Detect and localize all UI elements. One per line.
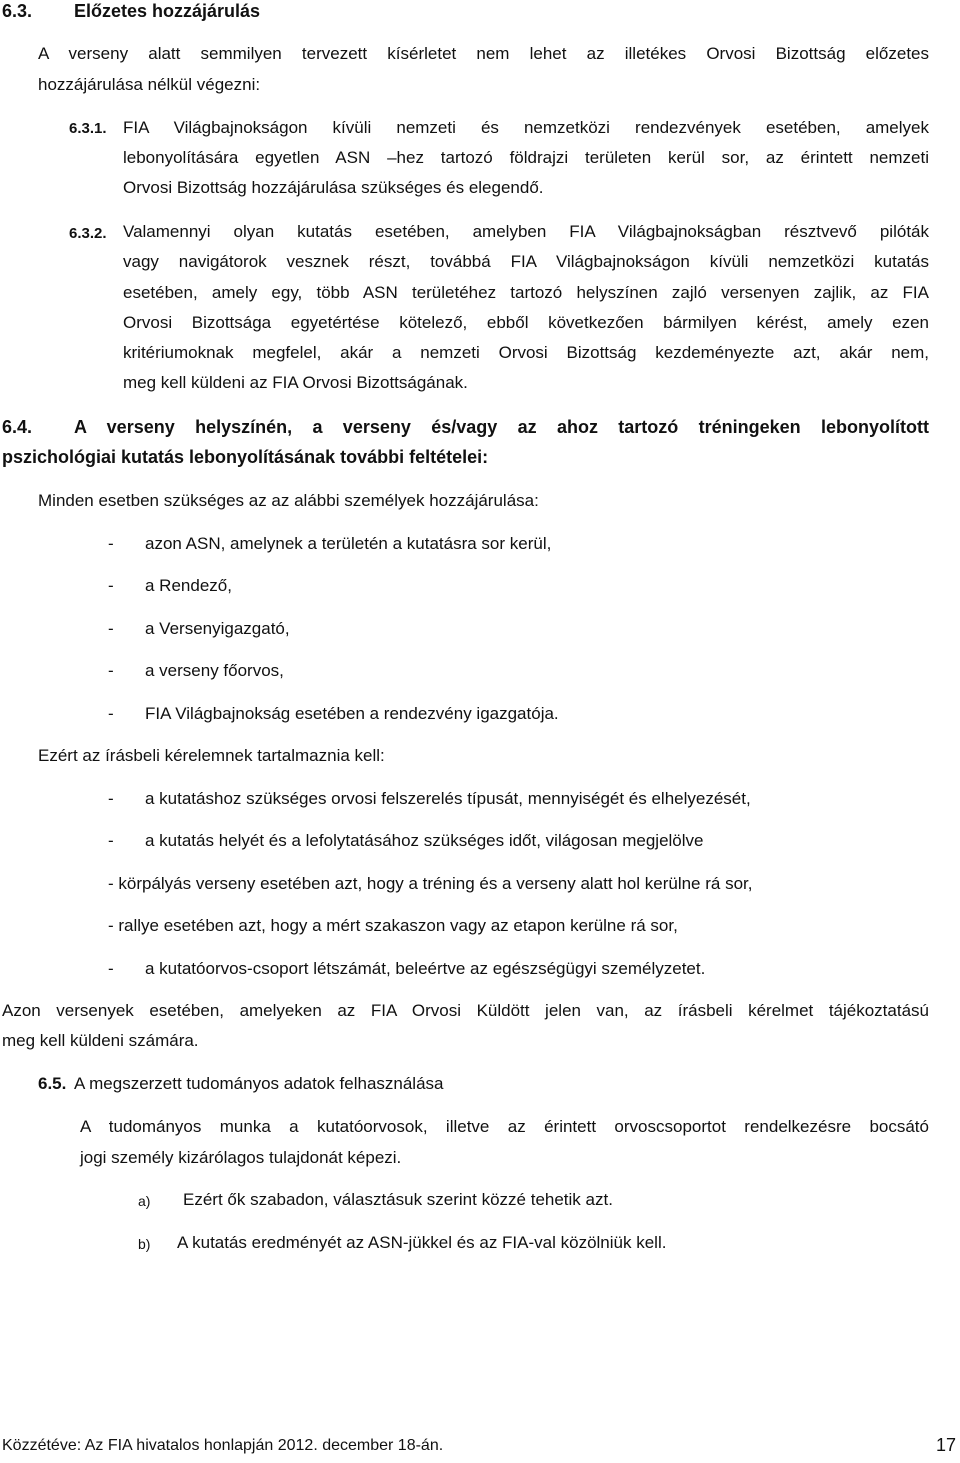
section-6-3-2-line-5: kritériumoknak megfelel, akár a nemzeti Orvosi Bizottság kezdeményezte azt, akár nem, <box>123 343 929 362</box>
section-6-3-intro-line-2: hozzájárulása nélkül végezni: <box>38 75 261 94</box>
section-6-3-2-line-1: Valamennyi olyan kutatás esetében, amelyben FIA Világbajnokságban résztvevő pilóták <box>123 222 929 241</box>
item-b-text: A kutatás eredményét az ASN-jükkel és az FIA-val közölniük kell. <box>177 1233 667 1252</box>
consent-item-dash: - <box>108 704 114 723</box>
section-6-3-2-line-6: meg kell küldeni az FIA Orvosi Bizottságának. <box>123 373 468 392</box>
request-item-dash: - <box>108 959 114 978</box>
footer-published: Közzétéve: Az FIA hivatalos honlapján 2012. december 18-án. <box>2 1437 444 1454</box>
section-6-3-title: Előzetes hozzájárulás <box>74 1 261 21</box>
section-6-3-2-number: 6.3.2. <box>69 225 107 242</box>
consent-item: a verseny főorvos, <box>145 661 284 680</box>
section-6-5-number: 6.5. <box>38 1074 67 1093</box>
delegate-paragraph-line-1: Azon versenyek esetében, amelyeken az FIA Orvosi Küldött jelen van, az írásbeli kérelmet tájékoztatású <box>2 1001 929 1020</box>
section-6-3-intro-line-1: A verseny alatt semmilyen tervezett kísérletet nem lehet az illetékes Orvosi Bizottság előzetes <box>38 44 929 63</box>
section-6-4-title-line-2: pszichológiai kutatás lebonyolításának további feltételei: <box>2 447 489 467</box>
section-6-3-2-line-2: vagy navigátorok vesznek részt, továbbá FIA Világbajnokságon kívüli nemzetközi kutatás <box>123 252 929 271</box>
section-6-3-number: 6.3. <box>2 1 33 21</box>
item-a-label: a) <box>138 1193 151 1209</box>
consent-item-dash: - <box>108 576 114 595</box>
request-item-equipment: a kutatáshoz szükséges orvosi felszerelés típusát, mennyiségét és elhelyezését, <box>145 789 751 808</box>
delegate-paragraph-line-2: meg kell küldeni számára. <box>2 1031 199 1050</box>
item-b-label: b) <box>138 1236 151 1252</box>
section-6-3-1-line-2: lebonyolítására egyetlen ASN –hez tartozó földrajzi területen kerül sor, az érintett nemzeti <box>123 148 929 167</box>
page-number: 17 <box>935 1435 956 1455</box>
section-6-5-title: A megszerzett tudományos adatok felhasználása <box>74 1074 444 1093</box>
request-item-rally: - rallye esetében azt, hogy a mért szakaszon vagy az etapon kerülne rá sor, <box>108 916 678 935</box>
section-6-4-number: 6.4. <box>2 417 33 437</box>
section-6-4-title-line-1: A verseny helyszínén, a verseny és/vagy az ahoz tartozó tréningeken lebonyolított <box>74 417 929 437</box>
consent-intro: Minden esetben szükséges az az alábbi személyek hozzájárulása: <box>38 491 539 510</box>
section-6-3-2-line-3: esetében, amely egy, több ASN területéhez tartozó helyszínen zajló versenyen zajlik, az FIA <box>123 283 929 302</box>
consent-item: azon ASN, amelynek a területén a kutatásra sor kerül, <box>145 534 552 553</box>
consent-item: a Versenyigazgató, <box>145 619 290 638</box>
section-6-5-paragraph-line-1: A tudományos munka a kutatóorvosok, illetve az érintett orvoscsoportot rendelkezésre bocsátó <box>80 1117 929 1136</box>
consent-item-dash: - <box>108 661 114 680</box>
item-a-text: Ezért ők szabadon, választásuk szerint közzé tehetik azt. <box>183 1190 613 1209</box>
request-item-location-time: a kutatás helyét és a lefolytatásához szükséges időt, világosan megjelölve <box>145 831 704 850</box>
consent-item-dash: - <box>108 619 114 638</box>
consent-item: FIA Világbajnokság esetében a rendezvény igazgatója. <box>145 704 559 723</box>
section-6-3-1-line-3: Orvosi Bizottság hozzájárulása szükséges és elegendő. <box>123 178 544 197</box>
section-6-3-1-number: 6.3.1. <box>69 120 107 137</box>
request-item-dash: - <box>108 831 114 850</box>
request-intro: Ezért az írásbeli kérelemnek tartalmaznia kell: <box>38 746 385 765</box>
request-item-dash: - <box>108 789 114 808</box>
section-6-5-paragraph-line-2: jogi személy kizárólagos tulajdonát képezi. <box>80 1148 402 1167</box>
section-6-3-1-line-1: FIA Világbajnokságon kívüli nemzeti és nemzetközi rendezvények esetében, amelyek <box>123 118 929 137</box>
section-6-3-2-line-4: Orvosi Bizottsága egyetértése kötelező, ebből következően bármilyen kérést, amely ezen <box>123 313 929 332</box>
request-item-circuit: - körpályás verseny esetében azt, hogy a tréning és a verseny alatt hol kerülne rá sor, <box>108 874 753 893</box>
consent-item-dash: - <box>108 534 114 553</box>
request-item-staff: a kutatóorvos-csoport létszámát, beleértve az egészségügyi személyzetet. <box>145 959 706 978</box>
consent-item: a Rendező, <box>145 576 232 595</box>
